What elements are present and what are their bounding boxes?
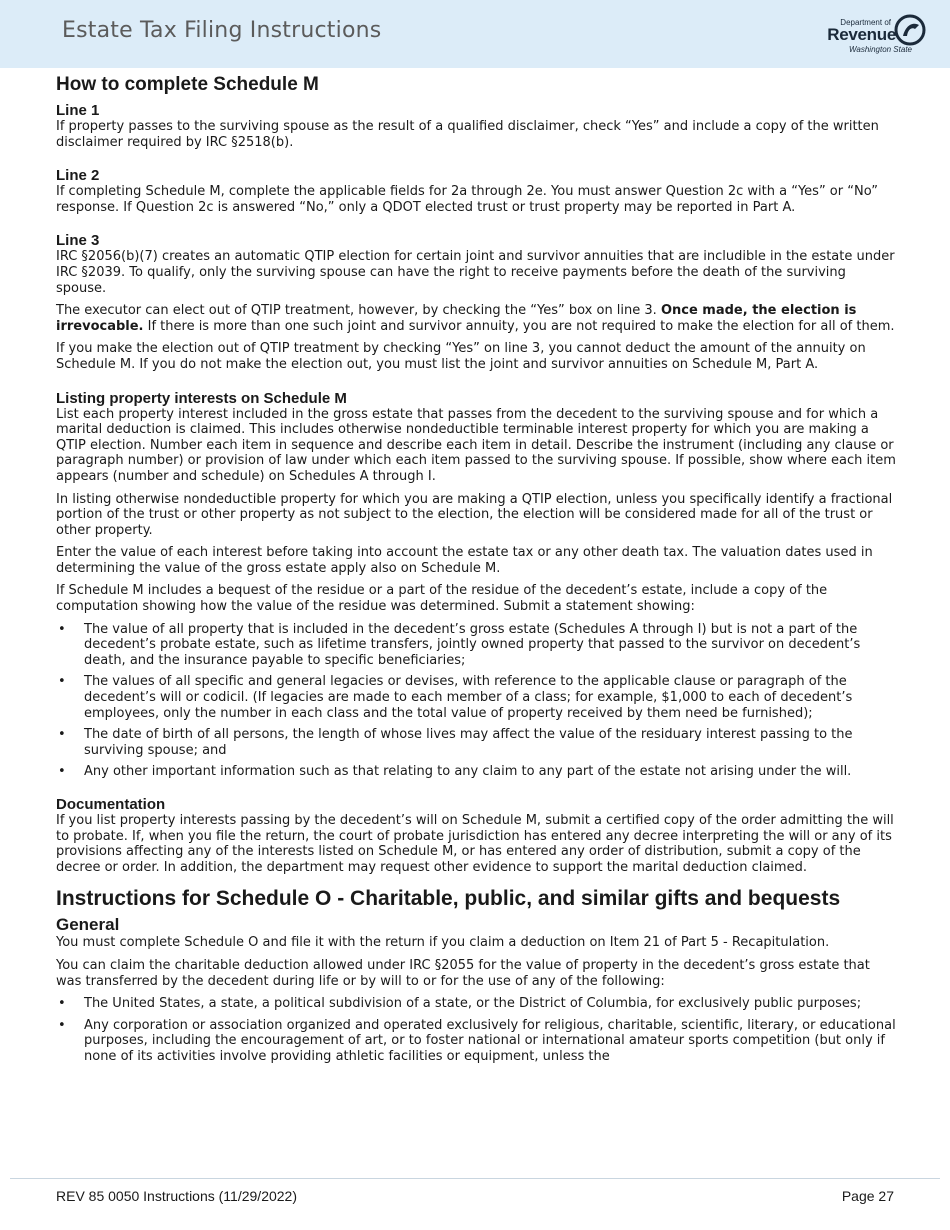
header-band [0,0,950,68]
line3-p2-end: If there is more than one such joint and survivor annuity, you are not required to make the election for all of them. [143,318,895,334]
line3-paragraph-3: If you make the election out of QTIP treatment by checking “Yes” on line 3, you cannot deduct the amount of the annuity on Schedule M. If you do not make the election out, you must list the joint and survivor annuities on Schedule M, Part A. [56,341,866,372]
revenue-logo-icon [894,14,926,46]
list-item: • The value of all property that is included in the decedent’s gross estate (Schedules A through I) but is not a part of the decedent’s probate estate, such as lifetime transfers, jointly owned property that passed to the survivor on decedent’s death, and the insurance payable to specific beneficiaries; [56,622,896,669]
list-item: • The values of all specific and general legacies or devises, with reference to the applicable clause or paragraph of the decedent’s will or codicil. (If legacies are made to each member of a class; for example, $1,000 to each of decedent’s employees, only the number in each class and the total value of property received by them need be furnished); [56,674,896,721]
listing-paragraph-1: List each property interest included in the gross estate that passes from the decedent to the surviving spouse and for which a marital deduction is claimed. This includes otherwise nondeductible terminable interest property for which you are making a QTIP election. Number each item in sequence and describe each item in detail. Describe the instrument (including any clause or paragraph number) or provision of law under which each item passed to the surviving spouse. If possible, show where each item appears (number and schedule) on Schedules A through I. [56,406,896,484]
logo-state-text: Washington State [848,45,912,54]
logo-department-text: Department of [840,18,891,27]
schedule-o-heading: Instructions for Schedule O - Charitable, public, and similar gifts and bequests [56,887,841,911]
revenue-logo [818,14,926,58]
line2-text: If completing Schedule M, complete the applicable fields for 2a through 2e. You must answer Question 2c with a “Yes” or “No” response. If Question 2c is answered “No,” only a QDOT elected trust or trust property may be reported in Part A. [56,184,878,215]
list-item: • Any corporation or association organized and operated exclusively for religious, charitable, scientific, literary, or educational purposes, including the encouragement of art, or to foster national or international amateur sports competition (but only if none of its activities involve providing athletic facilities or equipment, unless the [56,1018,896,1065]
page-header-title: Estate Tax Filing Instructions [62,18,382,43]
line3-paragraph-1: IRC §2056(b)(7) creates an automatic QTIP election for certain joint and survivor annuities that are includible in the estate under IRC §2039. To qualify, only the surviving spouse can have the right to receive payments before the death of the surviving spouse. [56,249,895,296]
documentation-title: Documentation [56,796,166,813]
schedule-o-paragraph-2: You can claim the charitable deduction allowed under IRC §2055 for the value of property in the decedent’s gross estate that was transferred by the decedent during life or by will to or for the use of any of the following: [56,957,870,989]
general-title: General [56,915,120,935]
line3-p2-bold: Once made, the election is irrevocable. [56,303,857,334]
line1-text: If property passes to the surviving spouse as the result of a qualified disclaimer, check “Yes” and include a copy of the written disclaimer required by IRC §2518(b). [56,119,879,150]
line1-title: Line 1 [56,102,100,119]
page-content [56,74,896,1071]
line3-p2-start: The executor can elect out of QTIP treatment, however, by checking the “Yes” box on line 3. [56,303,661,319]
logo-revenue-text: Revenue [827,25,896,44]
documentation-text: If you list property interests passing by the decedent’s will on Schedule M, submit a certified copy of the order admitting the will to probate. If, when you file the return, the court of probate jurisdiction has entered any decree interpreting the will or any of its provisions affecting any of the interests listed on Schedule M, or has entered any order of distribution, submit a copy of the decree or order. In addition, the department may request other evidence to support the marital deduction claimed. [56,813,894,875]
schedule-m-heading: How to complete Schedule M [56,74,319,95]
line2-title: Line 2 [56,167,100,185]
list-item: • The United States, a state, a political subdivision of a state, or the District of Columbia, for exclusively public purposes; [56,996,896,1012]
line3-paragraph-2 [56,303,896,334]
listing-paragraph-2: In listing otherwise nondeductible property for which you are making a QTIP election, unless you specifically identify a fractional portion of the trust or other property as not subject to the election, the election will be considered made for all of the trust or other property. [56,491,893,538]
footer-form-id: REV 85 0050 Instructions (11/29/2022) [56,1188,298,1204]
schedule-o-paragraph-1: You must complete Schedule O and file it with the return if you claim a deduction on Item 21 of Part 5 - Recapitulation. [56,935,830,951]
footer-divider [10,1178,940,1179]
line3-title: Line 3 [56,232,100,250]
list-item: • Any other important information such as that relating to any claim to any part of the estate not arising under the will. [56,764,896,780]
footer-page-number: Page 27 [841,1188,894,1204]
listing-paragraph-3: Enter the value of each interest before taking into account the estate tax or any other death tax. The valuation dates used in determining the value of the gross estate apply also on Schedule M. [56,545,873,576]
list-item: • The date of birth of all persons, the length of whose lives may affect the value of the residuary interest passing to the surviving spouse; and [56,727,896,758]
listing-title: Listing property interests on Schedule M [56,389,347,407]
listing-paragraph-4: If Schedule M includes a bequest of the residue or a part of the residue of the decedent’s estate, include a copy of the computation showing how the value of the residue was determined. Submit a statement showing: [56,583,828,615]
